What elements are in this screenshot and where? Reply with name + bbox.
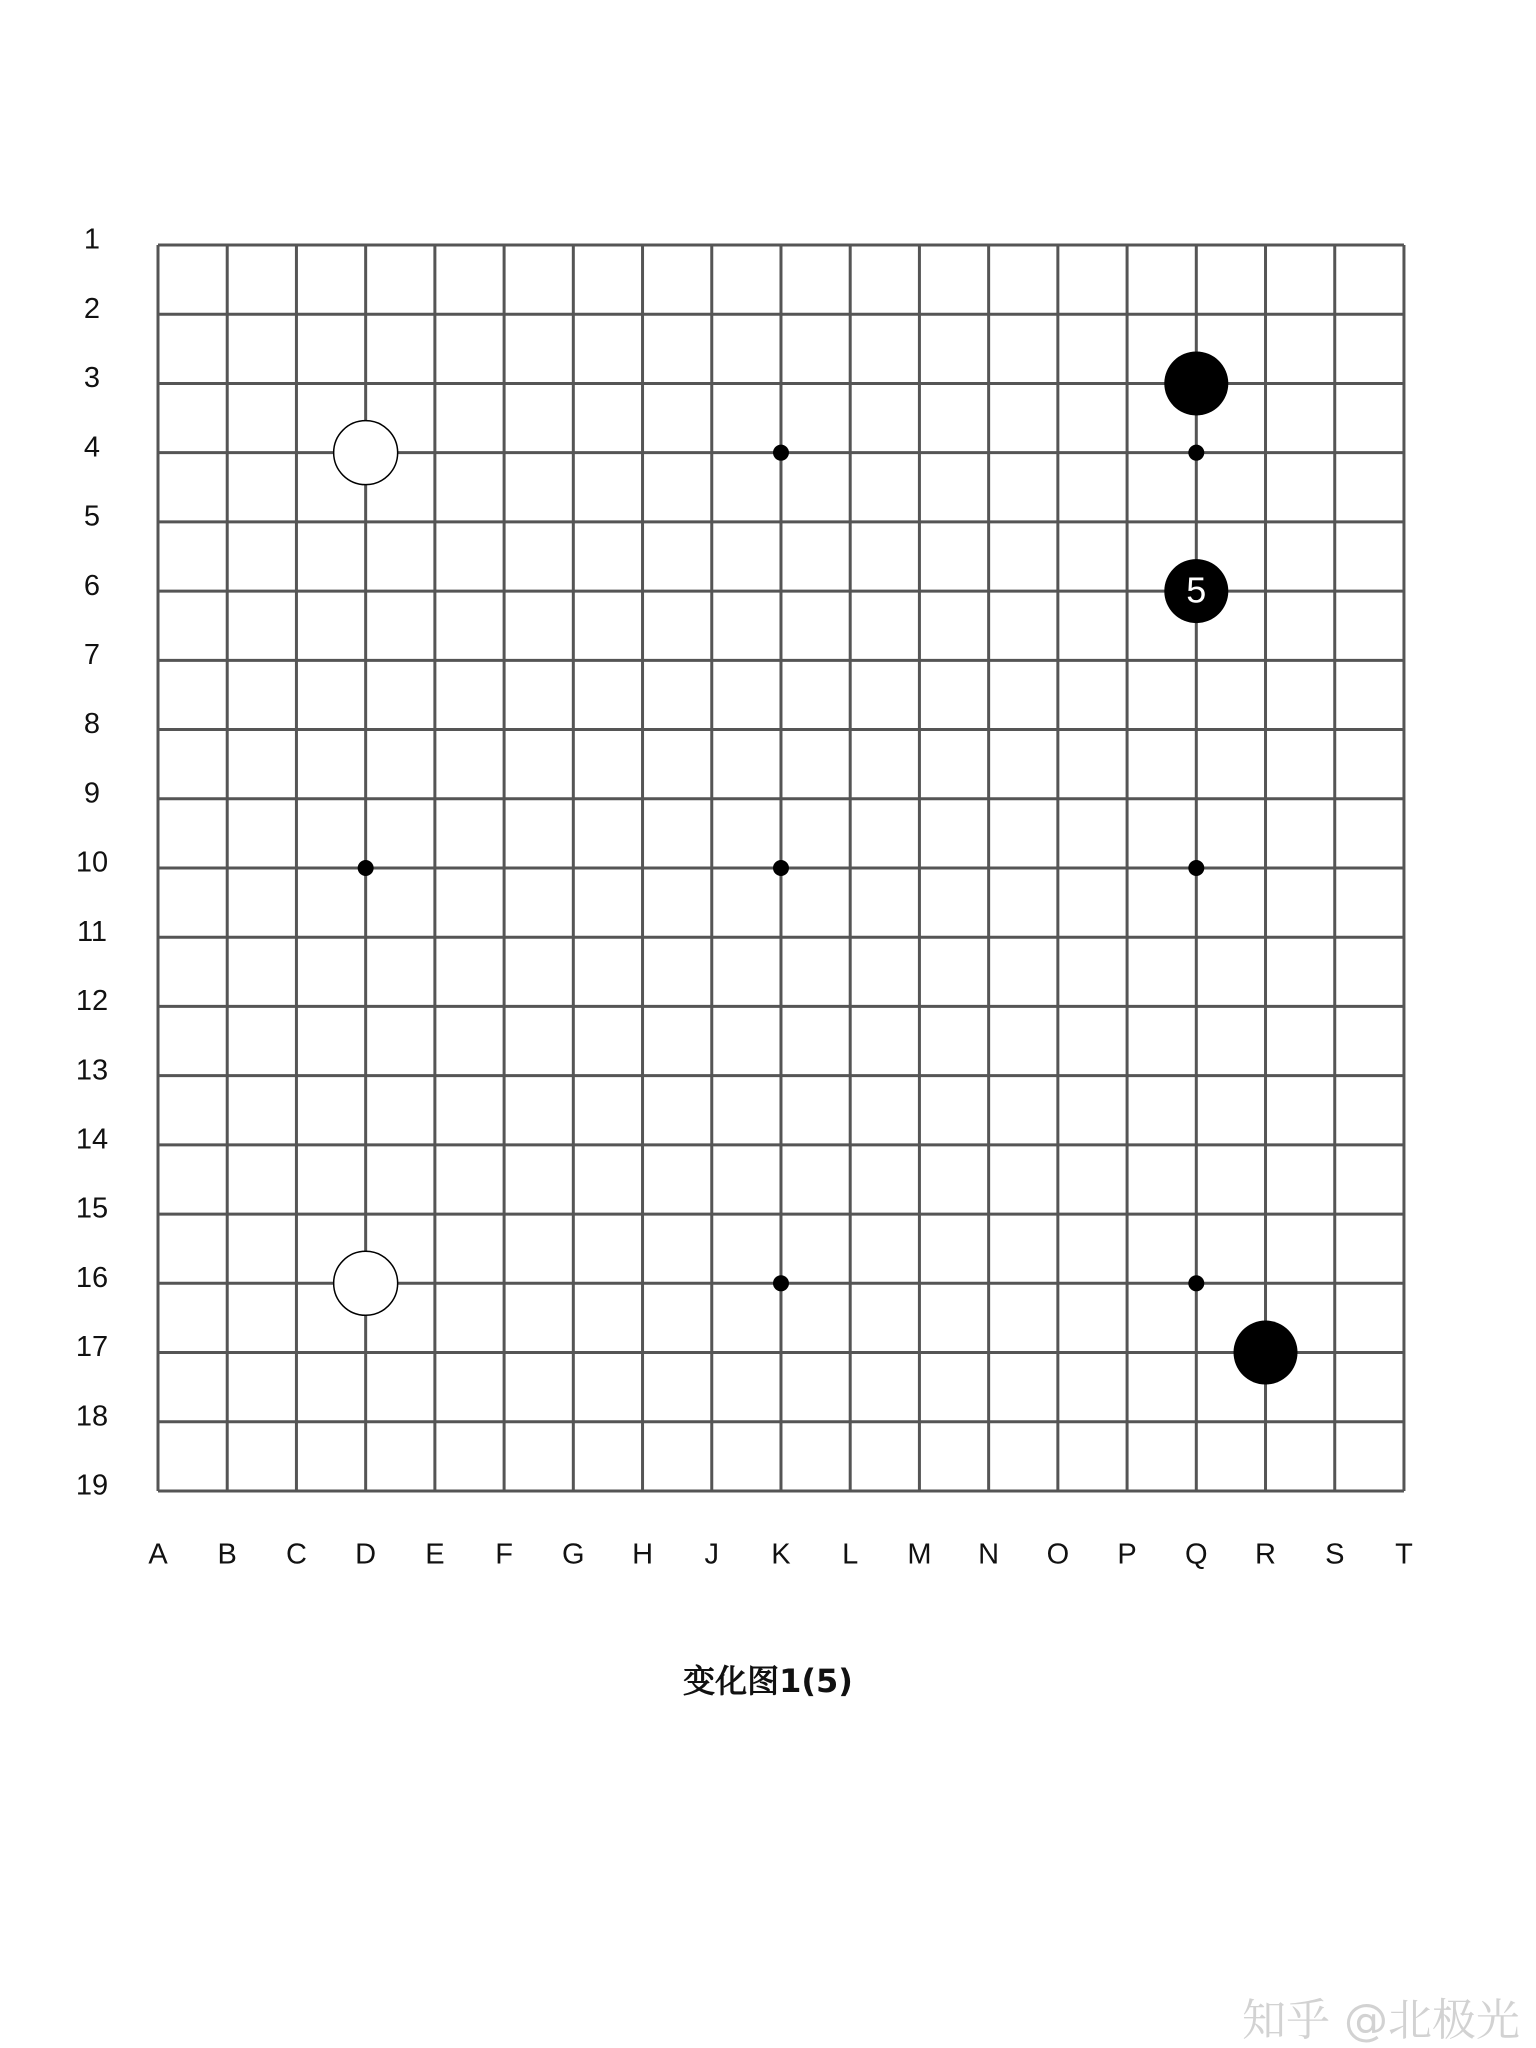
- row-label: 18: [75, 1400, 109, 1433]
- column-label: E: [425, 1538, 445, 1571]
- row-label: 9: [83, 777, 101, 810]
- column-coordinate-labels: [148, 1539, 1413, 1571]
- column-label: Q: [1185, 1538, 1208, 1571]
- row-label: 17: [75, 1331, 109, 1364]
- column-label: S: [1325, 1538, 1345, 1571]
- column-label: N: [978, 1538, 1000, 1571]
- row-label: 10: [75, 846, 109, 879]
- star-point: [773, 860, 789, 876]
- star-point: [1188, 1275, 1204, 1291]
- row-label: 15: [75, 1192, 109, 1225]
- column-label: M: [907, 1538, 932, 1571]
- column-label: D: [355, 1538, 377, 1571]
- row-label: 12: [75, 985, 109, 1018]
- column-label: B: [217, 1538, 237, 1571]
- black-stone: [1234, 1321, 1298, 1385]
- column-label: H: [632, 1538, 654, 1571]
- diagram-caption: 变化图1(5): [683, 1662, 853, 1700]
- row-label: 2: [83, 292, 101, 325]
- row-label: 7: [83, 638, 101, 671]
- star-point: [1188, 445, 1204, 461]
- column-label: O: [1046, 1538, 1070, 1571]
- row-label: 11: [76, 915, 108, 948]
- star-point: [1188, 860, 1204, 876]
- watermark: 知乎 @北极光: [1242, 1995, 1520, 2046]
- column-label: F: [495, 1538, 513, 1571]
- row-label: 3: [83, 362, 101, 395]
- row-label: 5: [83, 500, 101, 533]
- column-label: C: [285, 1538, 307, 1571]
- row-label: 4: [83, 431, 101, 464]
- column-label: L: [842, 1538, 859, 1571]
- row-coordinate-labels: [76, 224, 108, 1502]
- column-label: G: [562, 1538, 585, 1571]
- star-point: [773, 1275, 789, 1291]
- star-point: [773, 445, 789, 461]
- white-stone: [334, 421, 398, 485]
- column-label: A: [148, 1538, 168, 1571]
- star-point: [358, 860, 374, 876]
- column-label: J: [704, 1538, 720, 1571]
- column-label: T: [1395, 1538, 1413, 1571]
- row-label: 6: [83, 569, 101, 602]
- row-label: 8: [83, 708, 101, 741]
- row-label: 19: [75, 1469, 109, 1502]
- white-stone: [334, 1251, 398, 1315]
- row-label: 14: [75, 1123, 109, 1156]
- black-stone: [1164, 351, 1228, 415]
- stone-move-number: 5: [1186, 569, 1207, 611]
- column-label: K: [771, 1538, 791, 1571]
- row-label: 1: [83, 223, 101, 256]
- column-label: R: [1255, 1538, 1276, 1571]
- column-label: P: [1117, 1538, 1137, 1571]
- row-label: 13: [75, 1054, 109, 1087]
- row-label: 16: [75, 1261, 109, 1294]
